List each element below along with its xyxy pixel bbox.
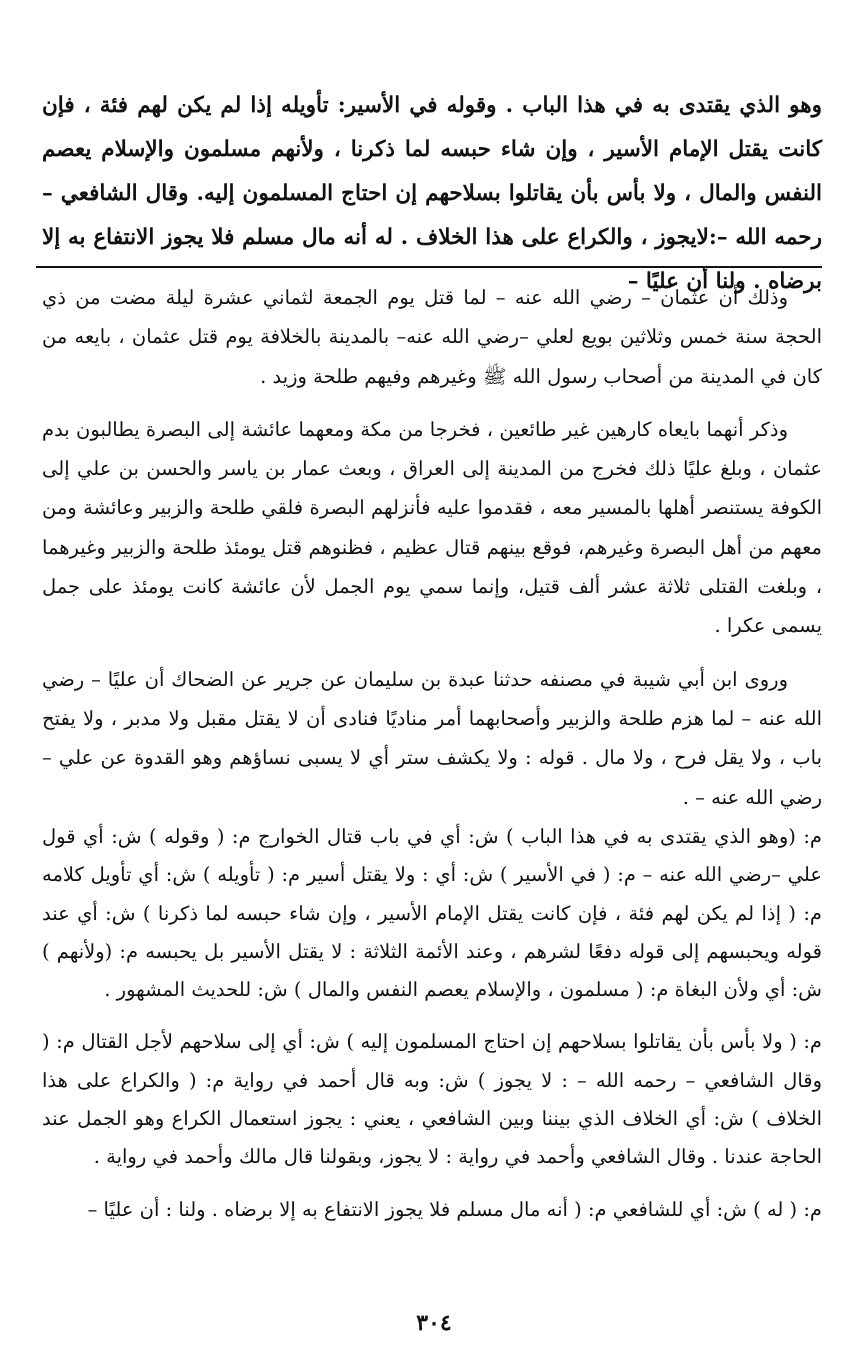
page-number: ٣٠٤ — [416, 1310, 452, 1336]
footnote-divider — [36, 266, 822, 268]
footnotes-section — [42, 278, 822, 831]
footnote-paragraph: وذكر أنهما بايعاه كارهين غير طائعين ، فخرجا من مكة ومعهما عائشة إلى البصرة يطالبون بدم عثمان ، وبلغ عليًا ذلك فخرج من المدينة إلى العراق ، وبعث عمار بن ياسر والحسن بن علي إلى الكوفة يستنصر أهلها بالمسير معه ، فقدموا عليه فأنزلهم البصرة فلقي طلحة والزبير وعائشة ومن معهم من أهل البصرة وغيرهم، فوقع بينهم قتال عظيم ، فظنوهم قتل يومئذ طلحة والزبير وغيرهما ، وبلغت القتلى ثلاثة عشر ألف قتيل، وإنما سمي يوم الجمل لأن عائشة كانت يومئذ على جمل يسمى عكرا . — [42, 417, 822, 638]
commentary-paragraph: م: ( له ) ش: أي للشافعي م: ( أنه مال مسلم فلا يجوز الانتفاع به إلا برضاه . ولنا : أن عليًا – — [87, 1197, 822, 1221]
commentary-paragraph: م: (وهو الذي يقتدى به في هذا الباب ) ش: أي في باب قتال الخوارج م: ( وقوله ) ش: أي قول علي –رضي الله عنه – م: ( في الأسير ) ش: أي : ولا يقتل أسير م: ( تأويله ) ش: أي تأويل كلامه م: ( إذا لم يكن لهم فئة ، فإن كانت يقتل الإمام الأسير ، وإن شاء حبسه لما ذكرنا ) ش: أي عند قوله ويحبسهم إلى قوله دفعًا لشرهم ، وعند الأئمة الثلاثة : لا يقتل الأسير بل يحبسه م: (ولأنهم ) ش: أي ولأن البغاة م: ( مسلمون ، والإسلام يعصم النفس والمال ) ش: للحديث المشهور . — [42, 825, 822, 1002]
commentary-paragraph: م: ( ولا بأس بأن يقاتلوا بسلاحهم إن احتاج المسلمون إليه ) ش: أي إلى سلاحهم لأجل القتال م: ( وقال الشافعي – رحمه الله – : لا يجوز ) ش: وبه قال أحمد في رواية م: ( والكراع على هذا الخلاف ) ش: أي الخلاف الذي بيننا وبين الشافعي ، يعني : يجوز استعمال الكراع وهو الجمل عند الحاجة عندنا . وقال الشافعي وأحمد في رواية : لا يجوز، وبقولنا قال مالك وأحمد في رواية . — [42, 1030, 822, 1169]
footnote-paragraph: وروى ابن أبي شيبة في مصنفه حدثنا عبدة بن سليمان عن جرير عن الضحاك أن عليًا – رضي الله عنه – لما هزم طلحة والزبير وأصحابهما أمر مناديًا فنادى أن لا يقتل مقبل ولا مدبر ، ولا يفتح باب ، ولا يقل فرح ، ولا مال . قوله : ولا يكشف ستر أي لا يسبى نساؤهم وهو القدوة عن علي – رضي الله عنه – . — [42, 667, 822, 809]
footnote-paragraph: وذلك أن عثمان – رضي الله عنه – لما قتل يوم الجمعة لثماني عشرة ليلة مضت من ذي الحجة سنة خمس وثلاثين بويع لعلي –رضي الله عنه– بالمدينة بالخلافة يوم قتل عثمان ، بايعه من كان في المدينة من أصحاب رسول الله ﷺ وغيرهم وفيهم طلحة وزيد . — [42, 286, 822, 388]
main-text — [42, 84, 822, 304]
main-text-paragraph: وهو الذي يقتدى به في هذا الباب . وقوله في الأسير: تأويله إذا لم يكن لهم فئة ، فإن كانت يقتل الإمام الأسير ، وإن شاء حبسه لما ذكرنا ، ولأنهم مسلمون والإسلام يعصم النفس والمال ، ولا بأس بأن يقاتلوا بسلاحهم إن احتاج المسلمون إليه. وقال الشافعي – رحمه الله –:لايجوز ، والكراع على هذا الخلاف . له أنه مال مسلم فلا يجوز الانتفاع به إلا برضاه . ولنا أن عليًا – — [42, 93, 822, 294]
commentary-section — [42, 818, 822, 1243]
